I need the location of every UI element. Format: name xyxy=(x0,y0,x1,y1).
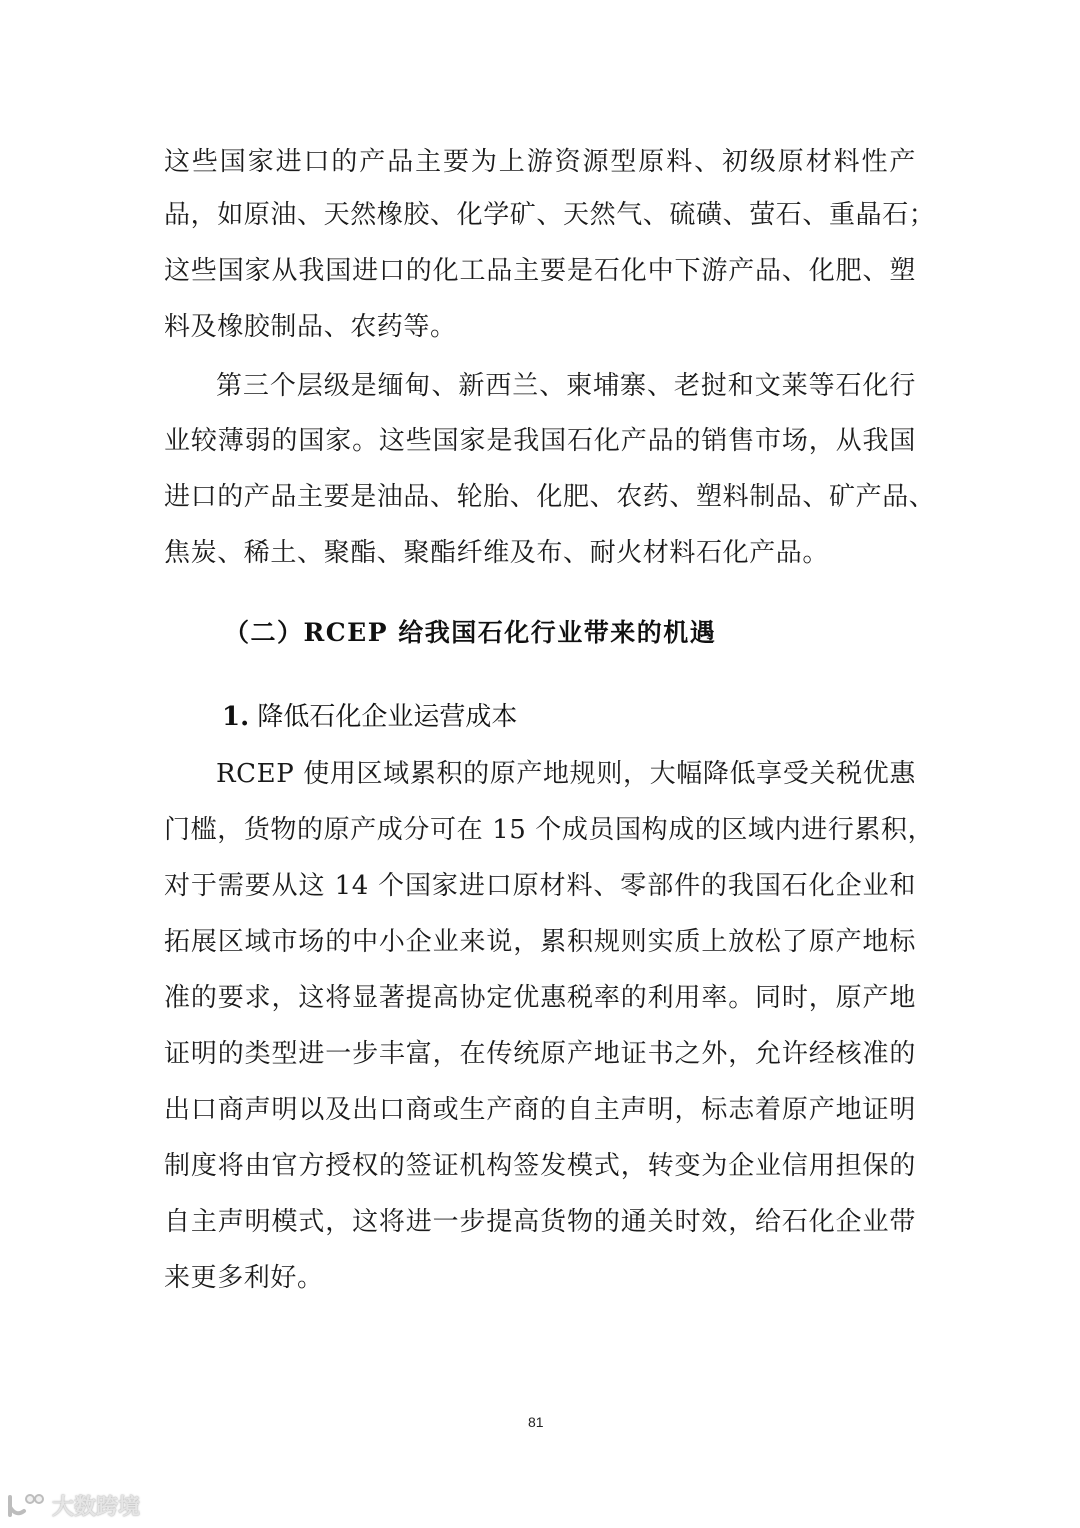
paragraph-3-line-4: 拓展区域市场的中小企业来说，累积规则实质上放松了原产地标 xyxy=(164,927,916,957)
paragraph-3-line-3: 对于需要从这 14 个国家进口原材料、零部件的我国石化企业和 xyxy=(164,871,916,901)
subsection-heading xyxy=(222,700,517,734)
subsection-number: 1. xyxy=(222,702,250,732)
paragraph-3-line-6: 证明的类型进一步丰富，在传统原产地证书之外，允许经核准的 xyxy=(164,1039,916,1069)
paragraph-3-line-5: 准的要求，这将显著提高协定优惠税率的利用率。同时，原产地 xyxy=(164,983,916,1013)
watermark xyxy=(6,1490,140,1521)
watermark-brand-text: 大数跨境 xyxy=(52,1495,141,1520)
paragraph-2-line-2: 业较薄弱的国家。这些国家是我国石化产品的销售市场，从我国 xyxy=(164,426,916,456)
paragraph-1-line-1: 这些国家进口的产品主要为上游资源型原料、初级原材料性产 xyxy=(164,147,916,177)
paragraph-3-line-2: 门槛，货物的原产成分可在 15 个成员国构成的区域内进行累积， xyxy=(164,815,935,845)
paragraph-3-line-1: RCEP 使用区域累积的原产地规则，大幅降低享受关税优惠 xyxy=(216,759,916,789)
paragraph-3-line-8: 制度将由官方授权的签证机构签发模式，转变为企业信用担保的 xyxy=(164,1151,916,1181)
paragraph-1-line-2: 品，如原油、天然橡胶、化学矿、天然气、硫磺、萤石、重晶石； xyxy=(164,200,936,230)
paragraph-1-line-3: 这些国家从我国进口的化工品主要是石化中下游产品、化肥、塑 xyxy=(164,256,916,286)
section-heading: （二）RCEP 给我国石化行业带来的机遇 xyxy=(224,618,717,647)
paragraph-2-line-4: 焦炭、稀土、聚酯、聚酯纤维及布、耐火材料石化产品。 xyxy=(164,538,830,568)
paragraph-3-line-9: 自主声明模式，这将进一步提高货物的通关时效，给石化企业带 xyxy=(164,1207,916,1237)
paragraph-2-line-1: 第三个层级是缅甸、新西兰、柬埔寨、老挝和文莱等石化行 xyxy=(216,371,916,401)
brand-logo-icon xyxy=(6,1493,46,1519)
subsection-title: 降低石化企业运营成本 xyxy=(257,702,518,732)
paragraph-2-line-3: 进口的产品主要是油品、轮胎、化肥、农药、塑料制品、矿产品、 xyxy=(164,482,936,512)
paragraph-3-line-10: 来更多利好。 xyxy=(164,1263,324,1293)
paragraph-3-line-7: 出口商声明以及出口商或生产商的自主声明，标志着原产地证明 xyxy=(164,1095,916,1125)
page-number: 81 xyxy=(528,1414,544,1430)
paragraph-1-line-4: 料及橡胶制品、农药等。 xyxy=(164,312,457,342)
